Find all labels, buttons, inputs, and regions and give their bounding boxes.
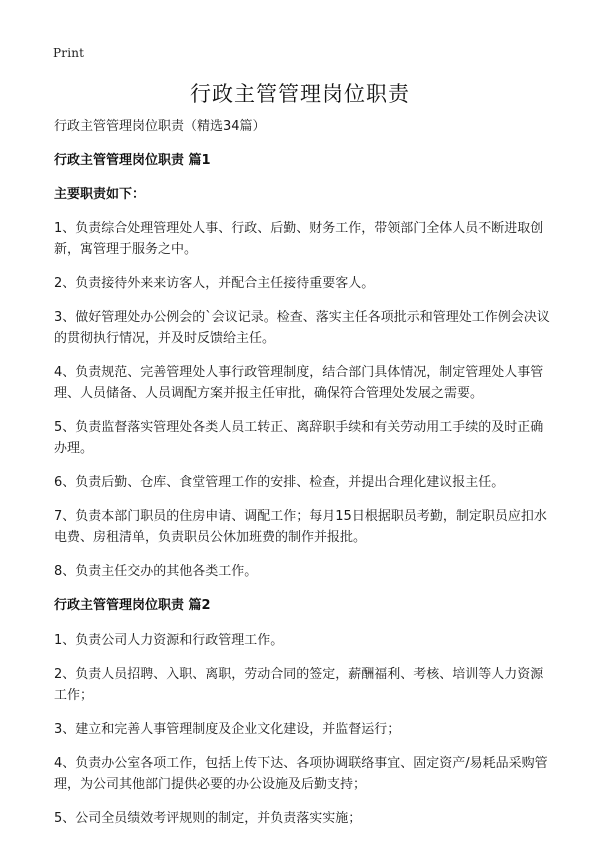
duty-item: 1、负责公司人力资源和行政管理工作。 (54, 633, 284, 648)
duty-item: 4、负责办公室各项工作，包括上传下达、各项协调联络事宜、固定资产/易耗品采购管理，为公司其他部门提供必要的办公设施及后勤支持； (54, 756, 548, 792)
duty-item: 4、负责规范、完善管理处人事行政管理制度，结合部门具体情况，制定管理处人事管理、人员储备、人员调配方案并报主任审批，确保符合管理处发展之需要。 (54, 365, 544, 401)
duty-item: 7、负责本部门职员的住房申请、调配工作；每月15日根据职员考勤，制定职员应扣水电费、房租清单，负责职员公休加班费的制作并报批。 (54, 509, 547, 545)
duty-item: 3、做好管理处办公例会的`会议记录。检查、落实主任各项批示和管理处工作例会决议的贯彻执行情况，并及时反馈给主任。 (54, 310, 550, 346)
duty-item: 3、建立和完善人事管理制度及企业文化建设，并监督运行； (54, 722, 401, 737)
section-heading-1: 行政主管管理岗位职责 篇1 (54, 153, 211, 168)
duty-item: 5、公司全员绩效考评规则的制定，并负责落实实施； (54, 811, 362, 826)
duty-item: 1、负责综合处理管理处人事、行政、后勤、财务工作，带领部门全体人员不断进取创新，寓管理于服务之中。 (54, 221, 544, 257)
section-subheading-1: 主要职责如下： (54, 187, 146, 202)
document-subtitle: 行政主管管理岗位职责（精选34篇） (54, 119, 266, 134)
duty-item: 2、负责接待外来来访客人，并配合主任接待重要客人。 (54, 276, 375, 291)
document-body (54, 117, 550, 842)
page-title: 行政主管管理岗位职责 (190, 82, 410, 106)
print-label: Print (53, 46, 85, 60)
duty-item: 6、负责后勤、仓库、食堂管理工作的安排、检查，并提出合理化建议报主任。 (54, 475, 505, 490)
duty-item: 2、负责人员招聘、入职、离职，劳动合同的签定，薪酬福利、考核、培训等人力资源工作； (54, 667, 544, 703)
section-heading-2: 行政主管管理岗位职责 篇2 (54, 598, 211, 613)
duty-item: 8、负责主任交办的其他各类工作。 (54, 564, 258, 579)
duty-item: 5、负责监督落实管理处各类人员工转正、离辞职手续和有关劳动用工手续的及时正确办理。 (54, 420, 544, 456)
